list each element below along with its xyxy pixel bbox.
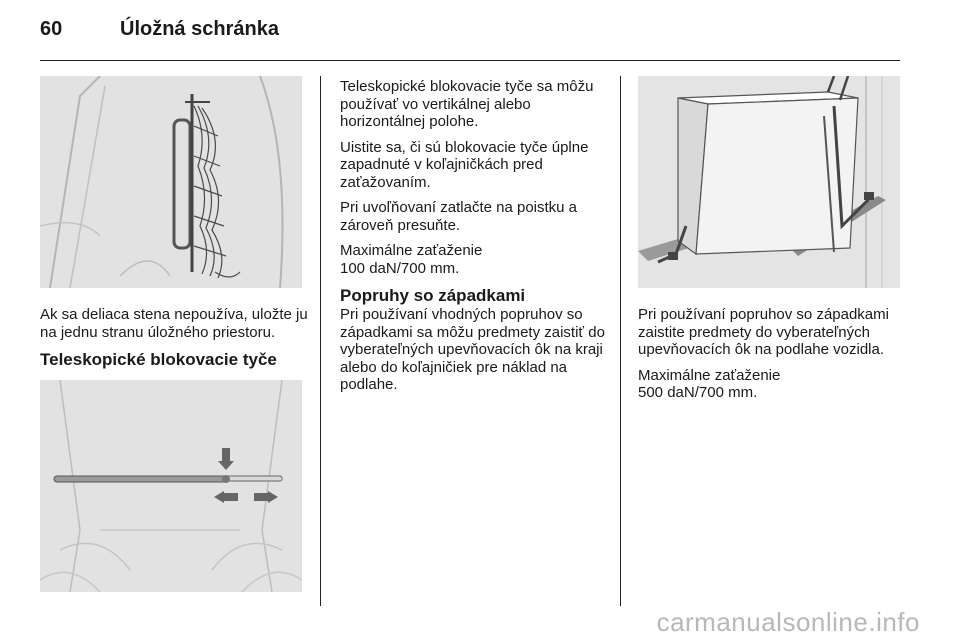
page-number: 60 (40, 18, 63, 40)
column-divider-1 (320, 76, 321, 606)
page-title: Úložná schránka (120, 18, 279, 40)
max-load-value: 100 daN/700 mm. (340, 259, 460, 277)
bars-release-paragraph: Pri uvoľňovaní zatlačte na poistku a zároveň presuňte. (340, 199, 578, 234)
telescopic-bar-illustration (40, 380, 302, 592)
bars-position-paragraph: Teleskopické blokovacie tyče sa môžu používať vo vertikálnej alebo horizontálnej polohe. (340, 78, 594, 130)
watermark: carmanualsonline.info (656, 607, 920, 637)
max-load-label-2: Maximálne zaťaženie (638, 366, 781, 384)
telescopic-bars-heading: Teleskopické blokovacie tyče (40, 350, 277, 369)
strap-eyes-paragraph: Pri používaní popruhov so západkami zaistite predmety do vyberateľných upevňovacích ôk na podlahe vozidla. (638, 306, 889, 358)
bars-max-load-paragraph (340, 242, 608, 277)
max-load-value-2: 500 daN/700 mm. (638, 384, 758, 401)
bars-engaged-paragraph: Uistite sa, či sú blokovacie tyče úplne zapadnuté v koľajničkách pred zaťažovaním. (340, 138, 589, 191)
partition-net-illustration (40, 76, 302, 288)
max-load-label: Maximálne zaťaženie (340, 242, 483, 259)
straps-paragraph: Pri používaní vhodných popruhov so západkami sa môžu predmety zaistiť do vyberateľných upevňovacích ôk na kraji alebo do koľajničiek pre náklad na podlahe. (340, 306, 605, 393)
partition-storage-paragraph: Ak sa deliaca stena nepoužíva, uložte ju na jednu stranu úložného priestoru. (40, 306, 308, 341)
column-3-text (638, 306, 904, 410)
column-divider-2 (620, 76, 621, 606)
header-rule (40, 60, 900, 61)
straps-heading: Popruhy so západkami (340, 286, 526, 305)
straps-max-load-paragraph (638, 367, 904, 402)
column-2-text (340, 78, 608, 285)
strapped-cargo-illustration (638, 76, 900, 288)
